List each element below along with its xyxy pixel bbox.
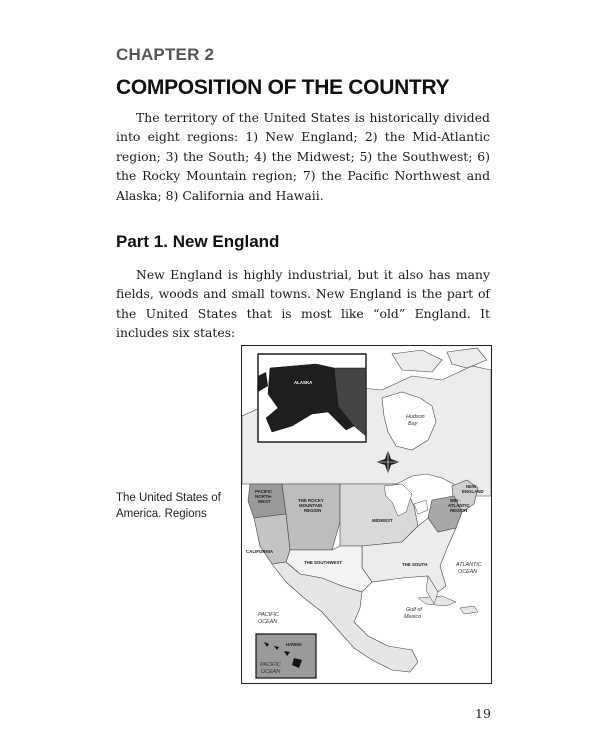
map-label-hudson-1: Hudson	[406, 414, 425, 420]
figure-caption: The United States of America. Regions	[116, 492, 221, 520]
map-label-california: CALIFORNIA	[246, 549, 274, 554]
map-label-mid-atlantic-2: ATLANTIC	[448, 503, 470, 508]
map-label-atlantic-1: ATLANTIC	[456, 562, 482, 568]
map-label-gulf-1: Gulf of	[406, 607, 422, 613]
map-label-hawaii: HAWAII	[286, 642, 302, 647]
section-paragraph: New England is highly industrial, but it also has many fields, woods and small towns. New England is the part of the United States that is most like “old” England. It includes six states:	[116, 267, 490, 341]
map-label-gulf-2: Mexico	[404, 614, 422, 620]
map-label-pnw-1: PACIFIC	[255, 489, 273, 494]
map-label-pnw-3: WEST	[258, 499, 271, 504]
map-label-inset-pacific-2: OCEAN	[261, 669, 281, 675]
map-label-pacific-1: PACIFIC	[258, 612, 279, 618]
chapter-label: CHAPTER 2	[116, 45, 215, 64]
map-label-atlantic-2: OCEAN	[458, 569, 478, 575]
map-label-rocky-1: THE ROCKY	[298, 498, 324, 503]
section-title: Part 1. New England	[116, 232, 280, 251]
map-label-pacific-2: OCEAN	[258, 619, 278, 625]
map-label-midwest: MIDWEST	[372, 518, 393, 523]
map-label-new-england-1: NEW	[466, 484, 477, 489]
map-label-south: THE SOUTH	[402, 562, 428, 567]
map-label-pnw-2: NORTH-	[255, 494, 273, 499]
page-number: 19	[475, 706, 491, 721]
map-label-alaska: ALASKA	[294, 380, 313, 385]
map-label-rocky-2: MOUNTAIN	[299, 503, 323, 508]
region-rocky-mountain	[282, 484, 340, 550]
map-label-mid-atlantic-1: MID -	[450, 498, 461, 503]
map-label-inset-pacific-1: PACIFIC	[260, 662, 281, 668]
map-label-mid-atlantic-3: REGION	[450, 508, 468, 513]
map-label-rocky-3: REGION	[304, 508, 322, 513]
regions-map	[241, 345, 492, 684]
map-label-southwest: THE SOUTHWEST	[304, 560, 343, 565]
regions-map-svg	[242, 346, 491, 683]
map-label-new-england-2: ENGLAND	[462, 489, 484, 494]
chapter-title: COMPOSITION OF THE COUNTRY	[116, 76, 450, 99]
intro-paragraph: The territory of the United States is historically divided into eight regions: 1) New England; 2) the Mid-Atlantic region; 3) the South; 4) the Midwest; 5) the Southwest; 6) the Rocky Mountain region; 7) the Pacific Northwest and Alaska; 8) California and Hawaii.	[116, 110, 490, 203]
map-label-hudson-2: Bay	[408, 421, 418, 427]
